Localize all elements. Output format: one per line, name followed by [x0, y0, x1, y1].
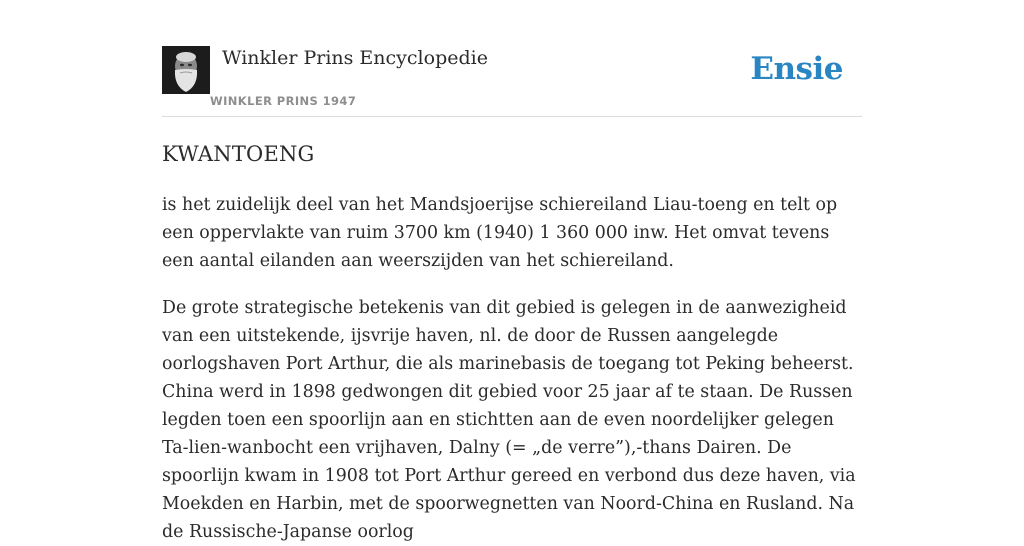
source-subtitle[interactable]: WINKLER PRINS 1947	[210, 94, 357, 108]
source-avatar[interactable]	[162, 46, 210, 94]
ensie-logo-link[interactable]: Ensie	[750, 51, 843, 87]
article-content	[162, 140, 862, 546]
article-paragraph: De grote strategische betekenis van dit gebied is gelegen in de aanwezigheid van een uitstekende, ijsvrije haven, nl. de door de Russen aangelegde oorlogshaven Port Arthur, die als marinebasis de toegang tot Peking beheerst. China werd in 1898 gedwongen dit gebied voor 25 jaar af te staan. De Russen legden toen een spoorlijn aan en stichtten aan de even noordelijker gelegen Ta-lien-wanbocht een vrijhaven, Dalny (= „de verre”),-thans Dairen. De spoorlijn kwam in 1908 tot Port Arthur gereed en verbond dus deze haven, via Moekden en Harbin, met de spoorwegnetten van Noord-China en Rusland. Na de Russische-Japanse oorlog	[162, 298, 856, 542]
source-header	[162, 46, 862, 117]
article-paragraph: is het zuidelijk deel van het Mandsjoerijse schiereiland Liau-toeng en telt op een oppervlakte van ruim 3700 km (1940) 1 360 000 inw. Het omvat tevens een aantal eilanden aan weerszijden van het schiereiland.	[162, 195, 838, 271]
article-title: KWANTOENG	[162, 142, 315, 166]
bearded-man-portrait-icon	[162, 46, 210, 94]
source-title[interactable]: Winkler Prins Encyclopedie	[222, 47, 488, 69]
